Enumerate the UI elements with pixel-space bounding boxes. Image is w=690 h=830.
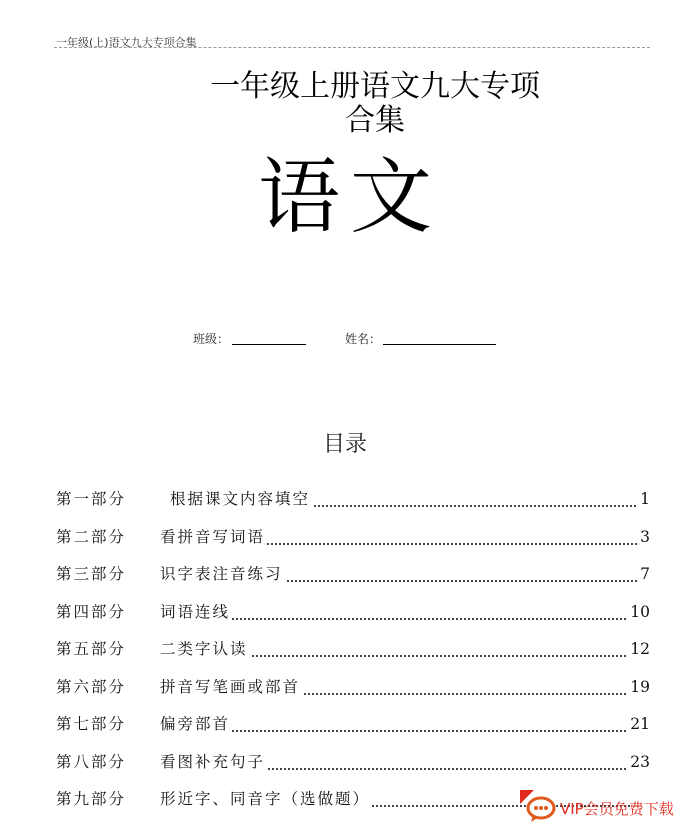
toc-entry-title: 形近字、同音字（选做题） [160,786,372,812]
toc-entry-title: 看图补充句子 [160,749,267,775]
toc-part-label: 第一部分 [56,490,127,508]
toc-entry[interactable] [56,674,654,712]
cover-title-line2: 合集 [345,103,405,138]
toc-part-label: 第七部分 [56,715,127,733]
toc-entry-title: 词语连线 [160,599,232,625]
toc-part-label: 第九部分 [56,790,127,808]
running-header-title: 一年级(上)语文九大专项合集 [56,36,197,49]
toc-page-number: 23 [628,749,650,775]
toc-heading: 目录 [322,432,367,457]
cover-title-line1: 一年级上册语文九大专项 [210,69,540,104]
chat-bubble-icon [526,796,556,824]
toc-entry-title: 根据课文内容填空 [170,486,312,512]
toc-entry[interactable] [56,749,654,787]
toc-part-label: 第五部分 [56,640,127,658]
toc-page-number: 12 [628,636,650,662]
table-of-contents [56,486,654,824]
name-blank-line [383,344,496,345]
name-label: 姓名： [345,332,382,346]
toc-entry-title: 拼音写笔画或部首 [160,674,302,700]
toc-page-number: 21 [628,711,650,737]
vip-download-badge[interactable] [520,788,690,830]
toc-entry[interactable] [56,486,654,524]
toc-entry[interactable] [56,636,654,674]
toc-entry[interactable] [56,711,654,749]
subject-heading: 语文 [257,150,442,245]
toc-page-number: 1 [638,486,650,512]
toc-entry-title: 看拼音写词语 [160,524,267,550]
class-label: 班级： [193,332,230,346]
toc-part-label: 第六部分 [56,677,127,696]
toc-page-number: 10 [628,599,650,625]
toc-entry[interactable] [56,524,654,562]
toc-part-label: 第二部分 [56,527,127,546]
class-blank-line [232,344,306,345]
header-divider [54,47,650,48]
toc-entry-title: 偏旁部首 [160,711,232,737]
toc-page-number: 19 [628,674,650,700]
vip-download-text: VIP会员免费下载 [560,800,674,818]
toc-entry[interactable] [56,561,654,599]
toc-page-number: 3 [638,524,650,550]
toc-entry[interactable] [56,599,654,637]
toc-part-label: 第八部分 [56,752,127,771]
toc-entry-title: 识字表注音练习 [160,561,285,587]
toc-entry-title: 二类字认读 [160,636,250,662]
toc-page-number: 7 [638,561,650,587]
toc-part-label: 第三部分 [56,565,127,583]
student-fields [0,330,690,350]
toc-part-label: 第四部分 [56,602,127,621]
